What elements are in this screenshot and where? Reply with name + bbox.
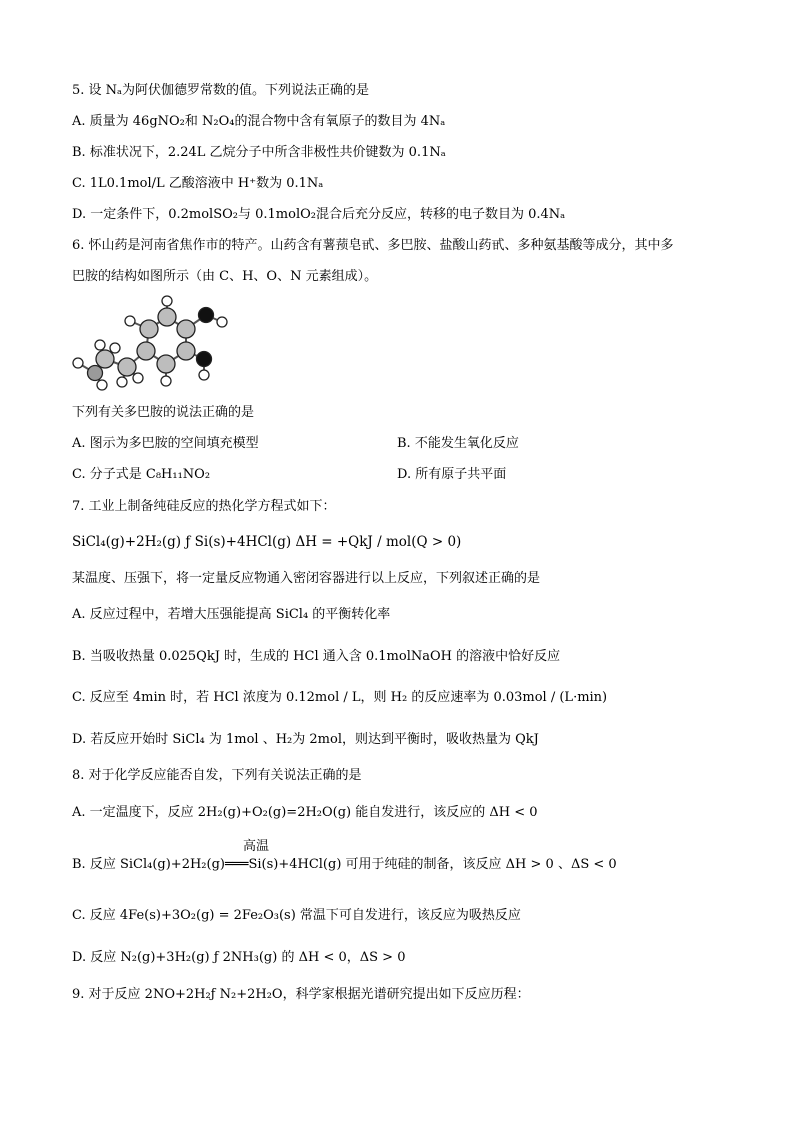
q6-question: 下列有关多巴胺的说法正确的是 xyxy=(72,405,255,420)
q7-stem: 7. 工业上制备纯硅反应的热化学方程式如下： xyxy=(72,499,336,514)
q7-option-b: B. 当吸收热量 0.025QkJ 时，生成的 HCl 通入含 0.1molNaOH 的溶液中恰好反应 xyxy=(72,649,561,664)
q6-stem-line1: 6. 怀山药是河南省焦作市的特产。山药含有薯蓣皂甙、多巴胺、盐酸山药甙、多种氨基酸等成分，其中多 xyxy=(72,238,674,253)
dopamine-ball-and-stick-model xyxy=(70,293,240,393)
q6-option-a: A. 图示为多巴胺的空间填充模型 xyxy=(72,436,259,451)
q6-stem-line2: 巴胺的结构如图所示（由 C、H、O、N 元素组成）。 xyxy=(72,269,378,284)
q5-option-c: C. 1L0.1mol/L 乙酸溶液中 H⁺数为 0.1Nₐ xyxy=(72,176,324,191)
q5-stem: 5. 设 Nₐ为阿伏伽德罗常数的值。下列说法正确的是 xyxy=(72,83,370,98)
q6-option-c: C. 分子式是 C₈H₁₁NO₂ xyxy=(72,467,211,482)
q5-option-d: D. 一定条件下，0.2molSO₂与 0.1molO₂混合后充分反应，转移的电子数目为 0.4Nₐ xyxy=(72,207,566,222)
q8-b-reaction-condition: 高温 xyxy=(243,839,270,854)
q8-option-d: D. 反应 N₂(g)+3H₂(g) ƒ 2NH₃(g) 的 ΔH < 0，ΔS > 0 xyxy=(72,950,406,965)
q6-option-d: D. 所有原子共平面 xyxy=(397,467,507,482)
q7-option-d: D. 若反应开始时 SiCl₄ 为 1mol 、H₂为 2mol，则达到平衡时，吸收热量为 QkJ xyxy=(72,732,539,747)
q5-option-b: B. 标准状况下，2.24L 乙烷分子中所含非极性共价键数为 0.1Nₐ xyxy=(72,145,446,160)
q8-option-b: B. 反应 SiCl₄(g)+2H₂(g)═══Si(s)+4HCl(g) 可用于纯硅的制备，该反应 ΔH > 0 、ΔS < 0 xyxy=(72,857,617,872)
q8-option-a: A. 一定温度下，反应 2H₂(g)+O₂(g)=2H₂O(g) 能自发进行，该反应的 ΔH < 0 xyxy=(72,805,538,820)
q8-option-c: C. 反应 4Fe(s)+3O₂(g) = 2Fe₂O₃(s) 常温下可自发进行，该反应为吸热反应 xyxy=(72,908,521,923)
q7-option-a: A. 反应过程中，若增大压强能提高 SiCl₄ 的平衡转化率 xyxy=(72,607,391,622)
q7-option-c: C. 反应至 4min 时，若 HCl 浓度为 0.12mol / L，则 H₂ 的反应速率为 0.03mol / (L·min) xyxy=(72,690,608,705)
q7-intro: 某温度、压强下，将一定量反应物通入密闭容器进行以上反应，下列叙述正确的是 xyxy=(72,571,541,586)
q9-stem: 9. 对于反应 2NO+2H₂ƒ N₂+2H₂O，科学家根据光谱研究提出如下反应历程： xyxy=(72,987,530,1002)
q5-option-a: A. 质量为 46gNO₂和 N₂O₄的混合物中含有氧原子的数目为 4Nₐ xyxy=(72,114,446,129)
q7-equation: SiCl₄(g)+2H₂(g) ƒ Si(s)+4HCl(g) ΔH = +QkJ / mol(Q > 0) xyxy=(72,534,462,550)
q8-stem: 8. 对于化学反应能否自发，下列有关说法正确的是 xyxy=(72,768,362,783)
q6-option-b: B. 不能发生氧化反应 xyxy=(397,436,519,451)
